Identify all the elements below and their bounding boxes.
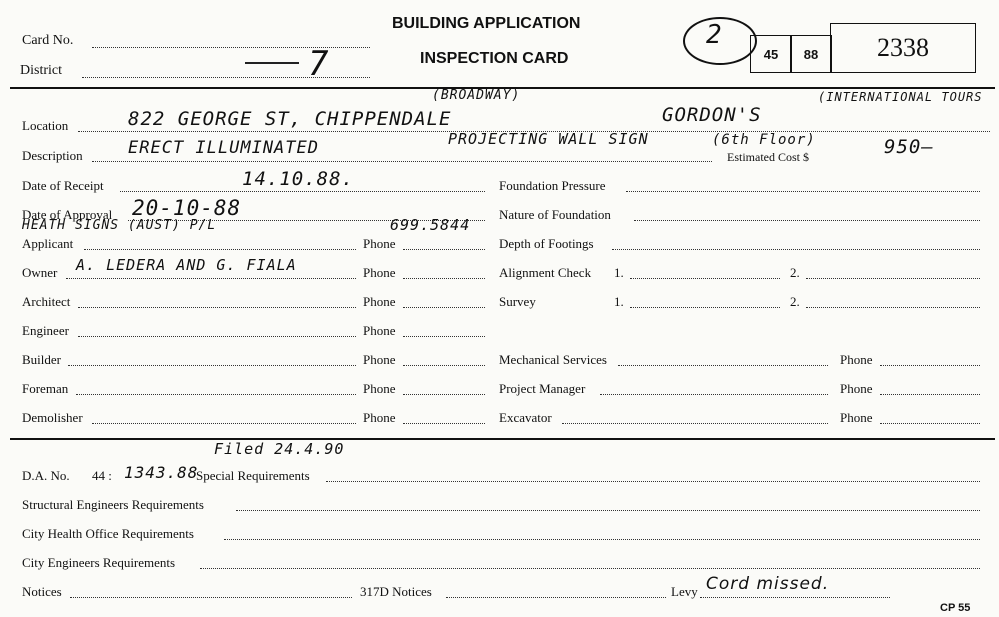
title-line-1: BUILDING APPLICATION [392, 15, 581, 32]
district-value: 7 [308, 44, 330, 84]
notices-line [70, 597, 352, 598]
engineer-phone-label: Phone [363, 323, 396, 338]
mechanical-phone-label: Phone [840, 352, 873, 367]
title-line-2: INSPECTION CARD [420, 50, 569, 67]
nature-foundation-line [634, 220, 980, 221]
levy-label: Levy [671, 584, 698, 599]
applicant-line [84, 249, 356, 250]
owner-phone-line [403, 278, 485, 279]
da-no-label: D.A. No. [22, 468, 70, 483]
special-requirements-line [326, 481, 980, 482]
description-value: ERECT ILLUMINATED [128, 138, 319, 158]
demolisher-phone-line [403, 423, 485, 424]
middle-rule [10, 438, 995, 440]
levy-line [700, 597, 890, 598]
city-engineers-label: City Engineers Requirements [22, 555, 176, 570]
survey-label: Survey [499, 294, 536, 309]
nature-foundation-label: Nature of Foundation [499, 207, 611, 222]
card-number: 2338 [830, 23, 976, 73]
alignment-num-2: 2. [790, 265, 800, 280]
date-receipt-label: Date of Receipt [22, 178, 104, 193]
location-insert: (BROADWAY) [432, 88, 521, 103]
box-b: 88 [790, 35, 832, 73]
description-note: (6th Floor) [712, 132, 816, 148]
engineer-line [78, 336, 356, 337]
da-value: 1343.88 [124, 463, 199, 482]
depth-footings-line [612, 249, 980, 250]
foreman-phone-line [403, 394, 485, 395]
levy-value: Cord missed. [706, 574, 830, 594]
date-receipt-value: 14.10.88. [242, 168, 354, 190]
district-label: District [20, 63, 62, 78]
location-label: Location [22, 118, 69, 133]
architect-phone-label: Phone [363, 294, 396, 309]
health-label: City Health Office Requirements [22, 526, 194, 541]
excavator-phone-label: Phone [840, 410, 873, 425]
architect-phone-line [403, 307, 485, 308]
location-note: GORDON'S [662, 104, 762, 126]
depth-footings-label: Depth of Footings [499, 236, 594, 251]
foreman-phone-label: Phone [363, 381, 396, 396]
notices-317d-line [446, 597, 666, 598]
description-line [92, 161, 712, 162]
survey-line-1 [630, 307, 780, 308]
description-label: Description [22, 148, 83, 163]
demolisher-phone-label: Phone [363, 410, 396, 425]
survey-num-1: 1. [614, 294, 624, 309]
owner-line [66, 278, 356, 279]
alignment-line-2 [806, 278, 980, 279]
mechanical-phone-line [880, 365, 980, 366]
alignment-line-1 [630, 278, 780, 279]
notices-317d-label: 317D Notices [360, 584, 432, 599]
mechanical-label: Mechanical Services [499, 352, 607, 367]
estimated-cost-value: 950— [884, 136, 934, 158]
engineer-phone-line [403, 336, 485, 337]
demolisher-line [92, 423, 356, 424]
struck-out-mark [245, 62, 299, 64]
box-a: 45 [750, 35, 792, 73]
foundation-pressure-line [626, 191, 980, 192]
applicant-phone-value: 699.5844 [390, 216, 471, 234]
builder-phone-line [403, 365, 485, 366]
architect-label: Architect [22, 294, 71, 309]
da-prefix: 44 : [92, 468, 112, 483]
alignment-check-label: Alignment Check [499, 265, 592, 280]
structural-line [236, 510, 980, 511]
applicant-label: Applicant [22, 236, 74, 251]
builder-phone-label: Phone [363, 352, 396, 367]
health-line [224, 539, 980, 540]
survey-num-2: 2. [790, 294, 800, 309]
architect-line [78, 307, 356, 308]
circled-mark-value: 2 [706, 20, 723, 50]
filed-note: Filed 24.4.90 [214, 440, 345, 458]
description-value-2: PROJECTING WALL SIGN [448, 130, 649, 148]
project-manager-line [600, 394, 828, 395]
owner-label: Owner [22, 265, 58, 280]
survey-line-2 [806, 307, 980, 308]
alignment-num-1: 1. [614, 265, 624, 280]
excavator-line [562, 423, 828, 424]
location-value: 822 GEORGE ST, CHIPPENDALE [128, 108, 452, 130]
engineer-label: Engineer [22, 323, 69, 338]
owner-value: A. LEDERA AND G. FIALA [76, 256, 297, 274]
special-requirements-label: Special Requirements [196, 468, 310, 483]
foreman-label: Foreman [22, 381, 69, 396]
notices-label: Notices [22, 584, 62, 599]
owner-phone-label: Phone [363, 265, 396, 280]
date-approval-value: 20-10-88 [132, 196, 242, 220]
foreman-line [76, 394, 356, 395]
applicant-phone-label: Phone [363, 236, 396, 251]
applicant-value: HEATH SIGNS (AUST) P/L [22, 218, 217, 233]
card-no-label: Card No. [22, 33, 74, 48]
project-manager-label: Project Manager [499, 381, 586, 396]
foundation-pressure-label: Foundation Pressure [499, 178, 606, 193]
city-engineers-line [200, 568, 980, 569]
structural-label: Structural Engineers Requirements [22, 497, 204, 512]
excavator-phone-line [880, 423, 980, 424]
applicant-phone-line [403, 249, 485, 250]
project-manager-phone-line [880, 394, 980, 395]
form-code: CP 55 [940, 602, 971, 614]
demolisher-label: Demolisher [22, 410, 83, 425]
estimated-cost-label: Estimated Cost $ [727, 150, 809, 164]
mechanical-line [618, 365, 828, 366]
date-receipt-line [120, 191, 485, 192]
builder-label: Builder [22, 352, 61, 367]
excavator-label: Excavator [499, 410, 552, 425]
date-approval-label: Date of Approval [22, 207, 113, 222]
location-note-2: (INTERNATIONAL TOURS [818, 90, 983, 104]
builder-line [68, 365, 356, 366]
project-manager-phone-label: Phone [840, 381, 873, 396]
